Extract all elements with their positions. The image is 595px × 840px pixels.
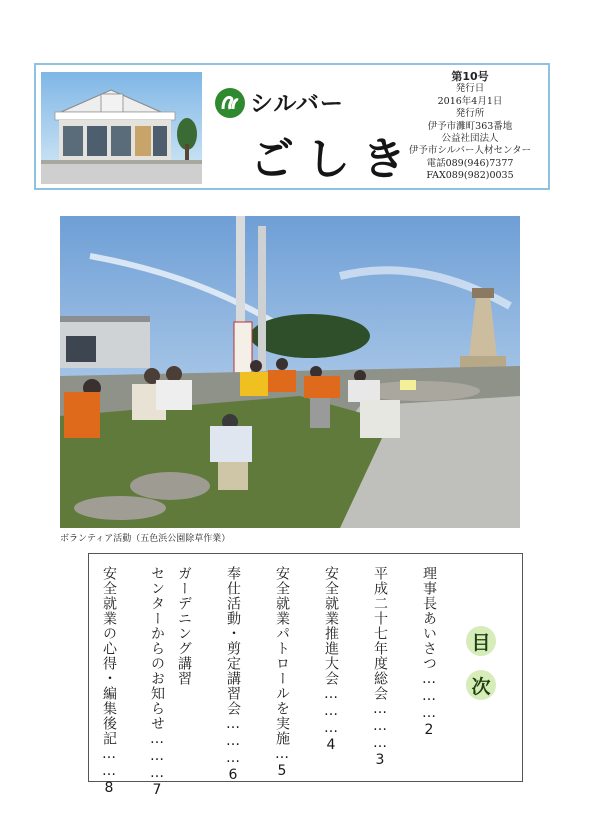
toc-item: 理事長あいさつ………2	[421, 566, 437, 739]
toc-heading-ji: 次	[466, 670, 496, 700]
toc-heading-moku: 目	[466, 626, 496, 656]
issue-number: 第10号	[451, 70, 489, 83]
volunteer-weeding-photo	[60, 216, 520, 528]
newsletter-title: ごしき	[250, 134, 418, 185]
publisher-type: 公益社団法人	[441, 133, 499, 145]
brand-name: シルバー	[250, 91, 344, 117]
masthead	[34, 63, 550, 190]
publish-date: 2016年4月1日	[437, 95, 503, 107]
table-of-contents	[88, 553, 523, 799]
photo-caption: ボランティア活動（五色浜公園除草作業）	[60, 534, 231, 544]
publisher-phone: 電話089(946)7377	[426, 157, 514, 169]
toc-item: 安全就業の心得・編集後記……8	[101, 566, 117, 797]
publisher-label: 発行所	[455, 108, 485, 120]
publish-date-label: 発行日	[455, 83, 485, 95]
publisher-name: 伊予市シルバー人材センター	[408, 145, 532, 157]
publication-info	[400, 71, 540, 183]
publisher-fax: FAX089(982)0035	[426, 170, 514, 182]
silver-logo-icon	[214, 87, 246, 119]
toc-item: 奉仕活動・剪定講習会………6	[225, 566, 241, 784]
toc-item: ガーデニング講習	[176, 566, 192, 686]
toc-item: 平成二十七年度総会………3	[372, 566, 388, 769]
toc-item: センターからのお知らせ………7	[149, 566, 165, 799]
publisher-address: 伊予市灘町363番地	[427, 120, 513, 132]
toc-item: 安全就業パトロールを実施…5	[274, 566, 290, 780]
toc-item: 安全就業推進大会………4	[323, 566, 339, 754]
silver-center-building-photo	[41, 72, 202, 184]
